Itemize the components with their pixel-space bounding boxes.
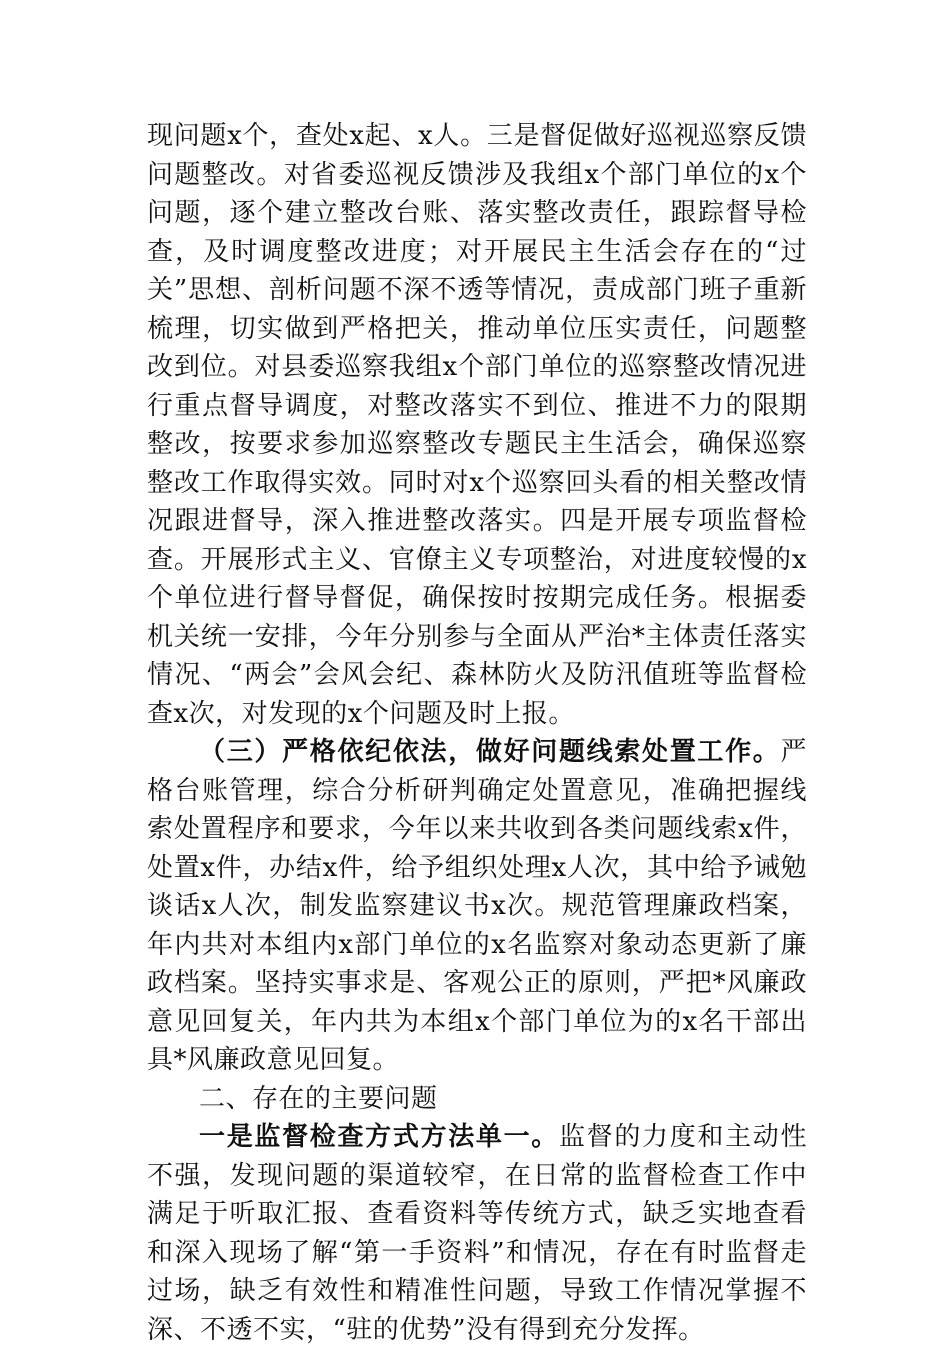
document-body xyxy=(147,117,807,1349)
section-three-body: 严格台账管理，综合分析研判确定处置意见，准确把握线索处置程序和要求，今年以来共收到各类问题线索x件，处置x件，办结x件，给予组织处理x人次，其中给予诫勉谈话x人次，制发监察建议书x次。规范管理廉政档案，年内共对本组内x部门单位的x名监察对象动态更新了廉政档案。坚持实事求是、客观公正的原则，严把*风廉政意见回复关，年内共为本组x个部门单位为的x名干部出具*风廉政意见回复。 xyxy=(147,737,807,1075)
section-three-lead: （三）严格依纪依法，做好问题线索处置工作。 xyxy=(199,737,781,767)
problem-one-lead: 一是监督检查方式方法单一。 xyxy=(199,1122,559,1152)
paragraph-section-three xyxy=(147,733,807,1080)
paragraph-continuation: 现问题x个，查处x起、x人。三是督促做好巡视巡察反馈问题整改。对省委巡视反馈涉及我组x个部门单位的x个问题，逐个建立整改台账、落实整改责任，跟踪督导检查，及时调度整改进度；对开展民主生活会存在的“过关”思想、剖析问题不深不透等情况，责成部门班子重新梳理，切实做到严格把关，推动单位压实责任，问题整改到位。对县委巡察我组x个部门单位的巡察整改情况进行重点督导调度，对整改落实不到位、推进不力的限期整改，按要求参加巡察整改专题民主生活会，确保巡察整改工作取得实效。同时对x个巡察回头看的相关整改情况跟进督导，深入推进整改落实。四是开展专项监督检查。开展形式主义、官僚主义专项整治，对进度较慢的x个单位进行督导督促，确保按时按期完成任务。根据委机关统一安排，今年分别参与全面从严治*主体责任落实情况、“两会”会风会纪、森林防火及防汛值班等监督检查x次，对发现的x个问题及时上报。 xyxy=(147,121,807,729)
paragraph-problem-one xyxy=(147,1118,807,1349)
heading-main-problems: 二、存在的主要问题 xyxy=(199,1083,438,1114)
problem-one-body: 监督的力度和主动性不强，发现问题的渠道较窄，在日常的监督检查工作中满足于听取汇报、查看资料等传统方式，缺乏实地查看和深入现场了解“第一手资料”和情况，存在有时监督走过场，缺乏有效性和精准性问题，导致工作情况掌握不深、不透不实，“驻的优势”没有得到充分发挥。 xyxy=(147,1122,807,1345)
